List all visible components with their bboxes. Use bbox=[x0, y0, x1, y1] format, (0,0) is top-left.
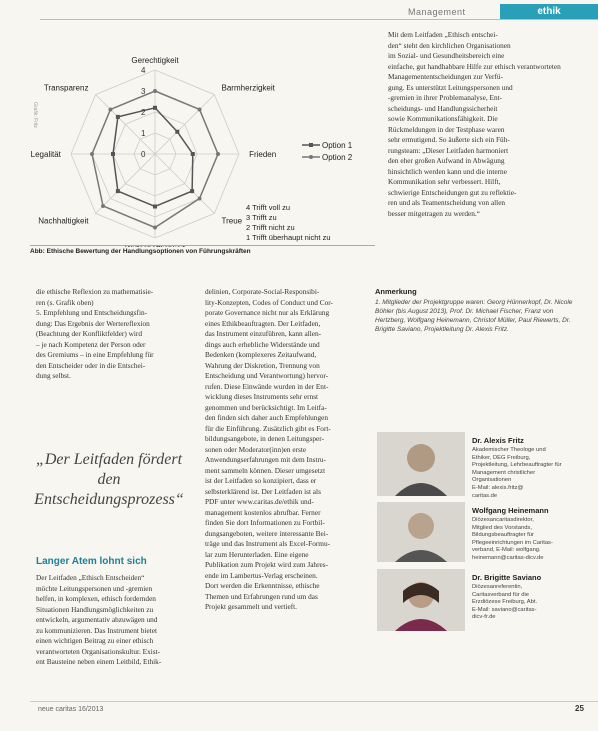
bio-line: Mitglied des Vorstands, bbox=[472, 524, 532, 531]
text-line: besser mitgetragen zu werden.“ bbox=[388, 208, 480, 218]
footer-publication: neue caritas 16/2013 bbox=[38, 706, 104, 713]
text-line: dings auch erhebliche Widerstände und bbox=[205, 339, 320, 349]
text-line: dung: Das Ergebnis der Wertereflexion bbox=[36, 318, 150, 328]
footer-divider bbox=[30, 701, 598, 702]
column-3 bbox=[388, 30, 568, 219]
section-tab: ethik bbox=[500, 4, 598, 19]
text-line: Dort werden die Erkenntnisse, ethische bbox=[205, 581, 320, 590]
author-photo bbox=[377, 569, 465, 631]
text-line: dung selbst. bbox=[36, 371, 71, 380]
text-line: Situationen Handlungsmöglichkeiten zu bbox=[36, 604, 154, 614]
radar-figure bbox=[30, 52, 370, 247]
radar-point bbox=[191, 152, 195, 156]
bio-line: Diözesanreferentin, bbox=[472, 584, 523, 590]
radar-point bbox=[153, 89, 157, 93]
radar-point bbox=[198, 197, 202, 201]
text-line: genommen und berücksichtigt. Im Leitfa- bbox=[205, 402, 327, 412]
legend-marker bbox=[309, 143, 313, 147]
text-line: den eher großen Aufwand in Abwägung bbox=[388, 156, 505, 165]
radar-point bbox=[90, 152, 94, 156]
text-line: sonen oder Moderator(inn)en erste bbox=[205, 444, 307, 454]
text-line: verantworteten Organisationskultur. Exist- bbox=[36, 646, 161, 656]
bio-line: Organisationen bbox=[472, 477, 512, 484]
radar-axis-label: Nachhaltigkeit bbox=[38, 216, 89, 226]
note-heading: Anmerkung bbox=[375, 287, 417, 296]
author-photo bbox=[377, 432, 465, 496]
legend-label: Option 1 bbox=[322, 141, 353, 150]
text-line: hinsichtlich werden kann und die interne bbox=[388, 166, 507, 176]
text-line: zu kommunizieren. Das Instrument bietet bbox=[36, 625, 157, 635]
text-line: ende im Lambertus-Verlag erscheinen. bbox=[205, 570, 318, 580]
column-2 bbox=[205, 287, 355, 613]
text-line: rungsteam: „Dieser Leitfaden harmoniert bbox=[388, 145, 509, 155]
bio-text bbox=[472, 584, 592, 622]
bio-line: Bildungsbeauftragter für bbox=[472, 532, 534, 539]
radar-point bbox=[198, 107, 202, 111]
column-1-bottom bbox=[36, 573, 176, 668]
text-line: selbsterklärend ist. Der Leitfaden ist als bbox=[205, 486, 321, 496]
scale-key-line: 3 Trifft zu bbox=[246, 213, 277, 222]
text-line: 5. Empfehlung und Entscheidungsfin- bbox=[36, 308, 148, 317]
bio-line: Projektleitung, Lehrbeauftragter für bbox=[472, 462, 562, 469]
text-line: bildungsangebote, in denen Leitungsper- bbox=[205, 434, 325, 443]
radar-point bbox=[116, 189, 120, 193]
bio-text bbox=[472, 447, 592, 500]
bio-line: E-Mail: alexis.fritz@ bbox=[472, 484, 524, 491]
radar-scale-label: 0 bbox=[141, 150, 146, 159]
text-line: Kommunikation sehr verbessert. Hilft, bbox=[388, 177, 501, 186]
text-line: Bedenken (komplexeres Zeitaufwand, bbox=[205, 350, 317, 359]
radar-point bbox=[153, 205, 157, 209]
text-line: scheidungs- und Handlungssicherheit bbox=[388, 103, 498, 113]
radar-axis-label: Treue bbox=[221, 216, 243, 226]
bio-line: Diözesancaritasdirektor, bbox=[472, 517, 534, 523]
legend-marker bbox=[309, 155, 313, 159]
radar-scale-label: 2 bbox=[141, 108, 146, 117]
text-line: für die Einführung. Zusätzlich gibt es Fort- bbox=[205, 423, 331, 433]
page-number: 25 bbox=[575, 704, 584, 713]
scale-key-line: 2 Trifft nicht zu bbox=[246, 223, 295, 232]
radar-point bbox=[216, 152, 220, 156]
note-text: 1. Mitglieder der Projektgruppe waren: Georg Hünnerkopf, Dr. Nicole Böhler (bis August 2013), Prof. Dr. Michael Fischer, Franz von Hertzberg, Wolfgang Heinemann, Christof Müller, Paul Riewerts, Dr. Brigitte Saviano, Projektleitung Dr. Alexis Fritz. bbox=[375, 299, 573, 333]
author-photo bbox=[377, 502, 465, 562]
text-line: rufen. Diese Einwände wurden in der Ent- bbox=[205, 381, 329, 391]
text-line: Managemententscheidungen zur Verfü- bbox=[388, 72, 503, 81]
text-line: Anwendungserfahrungen mit dem Instru- bbox=[205, 455, 326, 464]
radar-axis-label: Legalität bbox=[30, 150, 61, 159]
text-line: das Instrument einzuführen, kann allen- bbox=[205, 329, 322, 338]
text-line: einfache, gut handhabbare Hilfe zur ethisch verantworteten bbox=[388, 61, 561, 71]
section-label: Management bbox=[408, 7, 466, 17]
subheading: Langer Atem lohnt sich bbox=[36, 556, 147, 567]
text-line: träge und das Instrument als Excel-Formu- bbox=[205, 539, 331, 548]
text-line: lar zum Herunterladen. Eine eigene bbox=[205, 549, 309, 559]
radar-point bbox=[175, 130, 179, 134]
text-line: ren und als Teamentscheidung von allen bbox=[388, 198, 506, 207]
text-line: ren (s. Grafik oben) bbox=[36, 297, 94, 307]
radar-axis-label: Frieden bbox=[249, 150, 277, 159]
header-divider bbox=[40, 19, 598, 20]
text-line: wicklung dieses Instruments sehr ernst bbox=[205, 392, 319, 401]
scale-key-line: 4 Trifft voll zu bbox=[246, 203, 291, 212]
bio-line: caritas.de bbox=[472, 492, 498, 499]
radar-point bbox=[101, 204, 105, 208]
radar-chart bbox=[30, 52, 370, 247]
radar-point bbox=[153, 106, 157, 110]
radar-axis-label: Barmherzigkeit bbox=[221, 83, 275, 93]
text-line: eines Ethikbeauftragten. Der Leitfaden, bbox=[205, 318, 321, 328]
text-line: sehr ermutigend. So äußerte sich ein Füh- bbox=[388, 135, 510, 144]
pull-quote: „Der Leitfaden fördert den Entscheidungsprozess“ bbox=[34, 451, 184, 508]
bio-line: E-Mail: saviano@caritas- bbox=[472, 606, 537, 613]
bio-text bbox=[472, 517, 592, 563]
text-line: Themen und Erfahrungen rund um das bbox=[205, 591, 318, 601]
text-line: porate Governance nicht nur als Erklärung bbox=[205, 308, 330, 317]
bio-name: Dr. Brigitte Saviano bbox=[472, 573, 542, 582]
radar-point bbox=[108, 107, 112, 111]
bio-name: Dr. Alexis Fritz bbox=[472, 436, 524, 445]
bio-line: dicv-fr.de bbox=[472, 614, 496, 621]
text-line: einen wichtigen Beitrag zu einer ethisch bbox=[36, 636, 154, 645]
text-line: den“ steht den kirchlichen Organisationen bbox=[388, 40, 511, 50]
radar-scale-label: 3 bbox=[141, 87, 146, 96]
radar-axis-label: Gerechtigkeit bbox=[131, 55, 179, 65]
bio-name: Wolfgang Heinemann bbox=[472, 506, 549, 515]
text-line: die ethische Reflexion zu mathematisie- bbox=[36, 287, 154, 296]
bio-line: Management christlicher bbox=[472, 469, 536, 476]
figure-caption: Abb: Ethische Bewertung der Handlungsoptionen von Führungskräften bbox=[30, 245, 375, 255]
bio-line: Akademischer Theologe und bbox=[472, 447, 546, 453]
text-line: delinien, Corporate-Social-Responsibi- bbox=[205, 287, 320, 296]
text-line: -gremien in ihrer Problemanalyse, Ent- bbox=[388, 93, 503, 102]
text-line: Entscheidung und Verantwortung) hervor- bbox=[205, 371, 329, 380]
text-line: den Entscheider oder in die Entschei- bbox=[36, 360, 146, 370]
radar-scale-label: 1 bbox=[141, 129, 146, 138]
text-line: Projekt gesammelt und vertieft. bbox=[205, 602, 297, 611]
text-line: gung. Es unterstützt Leitungspersonen und bbox=[388, 82, 513, 92]
column-1-top bbox=[36, 287, 176, 382]
radar-point bbox=[111, 152, 115, 156]
text-line: ist der Leitfaden so konzipiert, dass er bbox=[205, 476, 317, 485]
legend-label: Option 2 bbox=[322, 153, 353, 162]
radar-scale-label: 4 bbox=[141, 66, 146, 75]
text-line: helfen, in komplexen, ethisch fordernden bbox=[36, 594, 156, 603]
text-line: ment sammeln können. Dieser umgesetzt bbox=[205, 465, 326, 475]
text-line: Mit dem Leitfaden „Ethisch entschei- bbox=[388, 30, 498, 39]
text-line: des Gremiums – in eine Empfehlung für bbox=[36, 350, 154, 359]
radar-axis-label: Transparenz bbox=[43, 83, 89, 93]
bio-line: Caritasverband für die bbox=[472, 591, 530, 598]
text-line: Publikation zum Projekt wird zum Jahres- bbox=[205, 560, 329, 569]
text-line: management kostenlos abrufbar. Ferner bbox=[205, 507, 321, 517]
bio-line: Erzdiözese Freiburg, Abt. bbox=[472, 599, 538, 606]
text-line: Wahrung der Diskretion, Trennung von bbox=[205, 360, 320, 370]
text-line: (Beachtung der Konfliktfelder) wird bbox=[36, 329, 142, 338]
text-line: lity-Konzepten, Codes of Conduct und Cor- bbox=[205, 297, 333, 307]
text-line: Der Leitfaden „Ethisch Entscheiden“ bbox=[36, 573, 145, 582]
scale-key-line: 1 Trifft überhaupt nicht zu bbox=[246, 233, 331, 242]
bio-line: Pflegeeinrichtungen im Caritas- bbox=[472, 539, 553, 546]
text-line: sowie Kommunikationsfähigkeit. Die bbox=[388, 114, 498, 123]
text-line: ent Bausteine neben einem Leitbild, Ethik- bbox=[36, 657, 162, 666]
text-line: PDF unter www.caritas.de/ethik und- bbox=[205, 497, 314, 506]
radar-point bbox=[190, 189, 194, 193]
text-line: finden Sie dort Informationen zu Fortbil- bbox=[205, 518, 325, 527]
text-line: Rückmeldungen in der Testphase waren bbox=[388, 124, 505, 134]
text-line: dungsangeboten, weitere interessante Bei- bbox=[205, 528, 329, 538]
bio-line: Ethiker, DEG Freiburg, bbox=[472, 454, 531, 461]
text-line: – je nach Kompetenz der Person oder bbox=[36, 339, 146, 349]
bio-line: heinemann@caritas-dicv.de bbox=[472, 554, 544, 561]
text-line: den finden sich daher auch Empfehlungen bbox=[205, 413, 328, 422]
text-line: schwierige Entscheidungen gut zu reflektie- bbox=[388, 187, 517, 197]
bio-line: verband, E-Mail: wolfgang. bbox=[472, 547, 541, 554]
text-line: im Sozial- und Gesundheitsbereich eine bbox=[388, 51, 505, 60]
radar-point bbox=[153, 226, 157, 230]
radar-point bbox=[116, 115, 120, 119]
text-line: möchte Leitungspersonen und -gremien bbox=[36, 583, 153, 593]
figure-credit: Grafik: Fritz bbox=[32, 102, 38, 128]
text-line: entwickeln, argumentativ abzuwägen und bbox=[36, 615, 158, 624]
